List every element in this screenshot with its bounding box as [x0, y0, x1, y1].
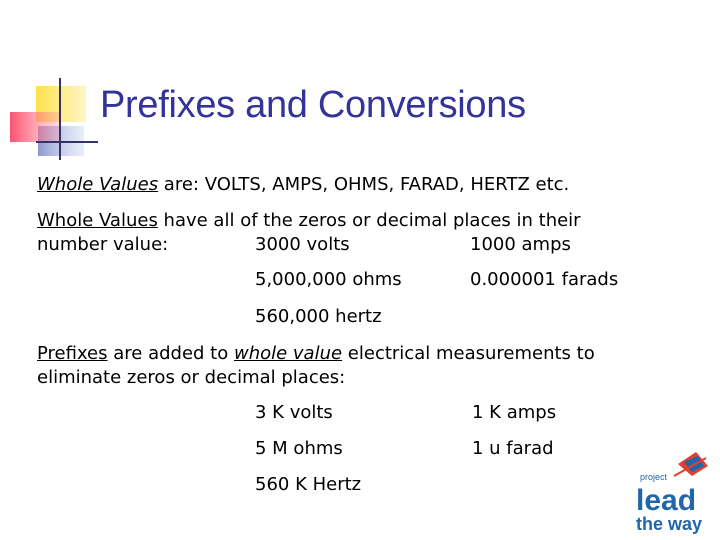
whole-values-list: are: VOLTS, AMPS, OHMS, FARAD, HERTZ etc.	[158, 174, 570, 195]
decorative-shapes	[0, 0, 110, 170]
example-amps: 1000 amps	[470, 234, 571, 255]
prefix-example-volts: 3 K volts	[255, 402, 333, 423]
example-hertz: 560,000 hertz	[255, 306, 382, 327]
prefix-example-hertz: 560 K Hertz	[255, 474, 362, 495]
prefixes-explanation	[37, 343, 595, 364]
whole-values-definition	[37, 174, 569, 195]
prefix-example-farad: 1 u farad	[472, 438, 554, 459]
whole-values-explanation-cont: number value:	[37, 234, 169, 255]
whole-values-explanation-text: have all of the zeros or decimal places in their	[157, 210, 581, 231]
prefixes-explanation-cont: eliminate zeros or decimal places:	[37, 367, 346, 388]
whole-value-term: whole value	[233, 343, 343, 364]
prefix-example-ohms: 5 M ohms	[255, 438, 343, 459]
slide-title: Prefixes and Conversions	[100, 84, 526, 126]
prefixes-mid: are added to	[107, 343, 234, 364]
whole-values-explanation	[37, 210, 581, 231]
logo-small-text: project	[640, 472, 668, 482]
whole-values-term-2: Whole Values	[37, 210, 158, 231]
project-lead-the-way-logo	[626, 446, 716, 536]
logo-lead-text: lead	[636, 484, 697, 517]
logo-the-way-text: the way	[636, 514, 703, 534]
prefixes-term: Prefixes	[37, 343, 108, 364]
example-ohms: 5,000,000 ohms	[255, 269, 402, 290]
example-farads: 0.000001 farads	[470, 269, 619, 290]
example-volts: 3000 volts	[255, 234, 350, 255]
whole-values-term: Whole Values	[37, 174, 159, 195]
prefix-example-amps: 1 K amps	[472, 402, 557, 423]
prefixes-rest: electrical measurements to	[342, 343, 595, 364]
